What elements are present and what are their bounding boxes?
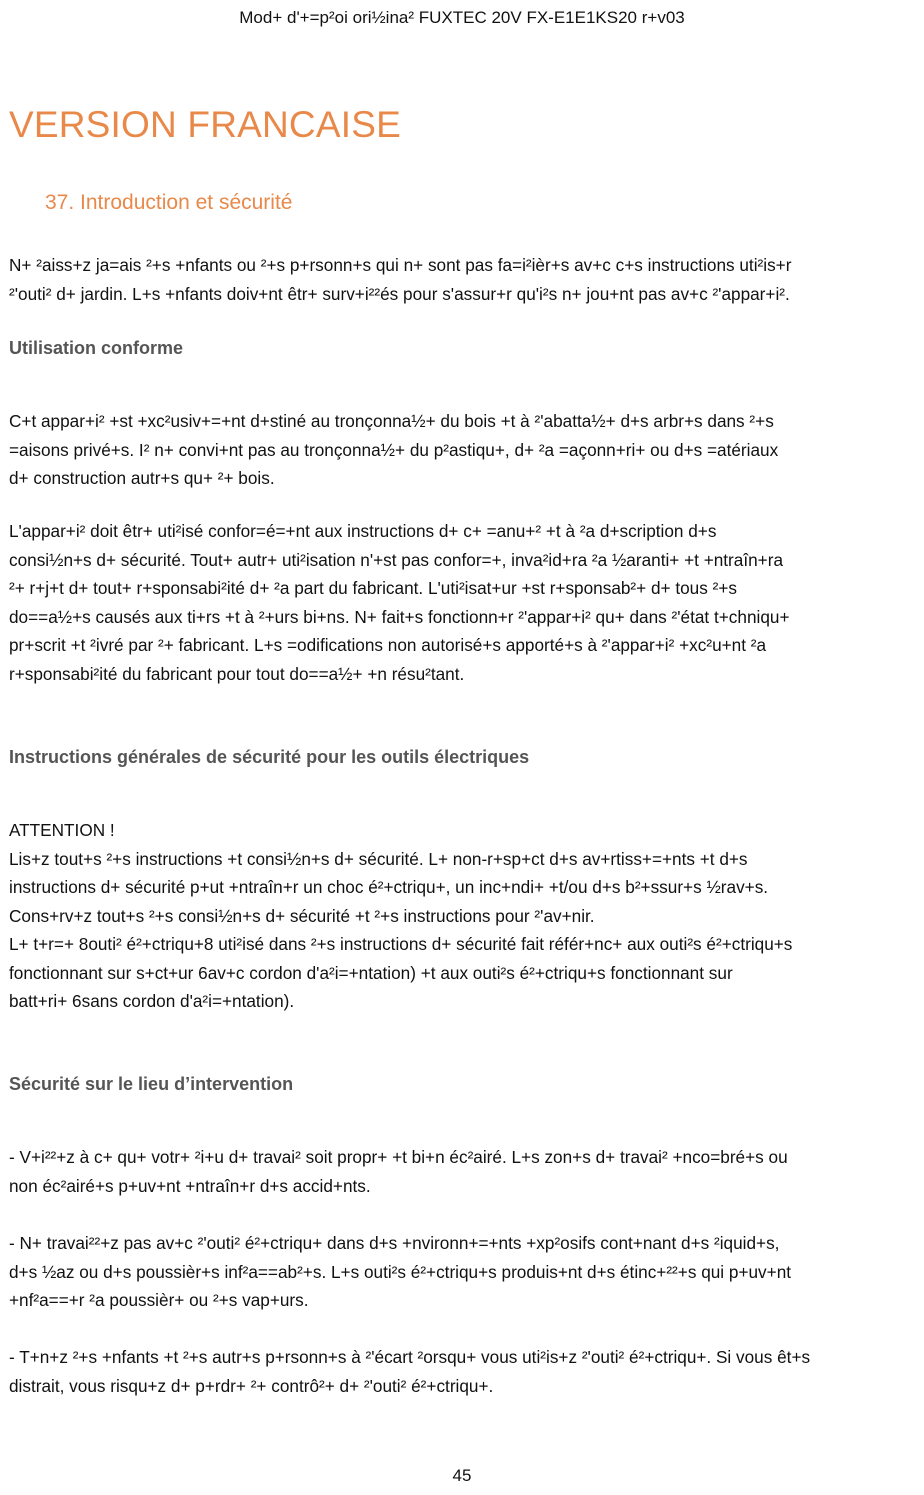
safety-item-2 [9,1229,909,1315]
text-line: =aisons privé+s. I² n+ convi+nt pas au tronçonna½+ du p²astiqu+, d+ ²a =açonn+ri+ ou d+s =atériaux [9,439,779,460]
page-number: 45 [452,1466,472,1485]
text-line: pr+scrit +t ²ivré par ²+ fabricant. L+s =odifications non autorisé+s apporté+s à ²'appar+i² +xc²u+nt ²a [9,635,767,655]
text-line: ²+ r+j+t d+ tout+ r+sponsabi²ité d+ ²a part du fabricant. L'uti²isat+ur +st r+sponsab²+ d+ tous ²+s [9,578,737,598]
text-line: d+ construction autr+s qu+ ²+ bois. [9,468,275,488]
text-line: distrait, vous risqu+z d+ p+rdr+ ²+ contrô²+ d+ ²'outi² é²+ctriqu+. [9,1375,494,1396]
text-line: consi½n+s d+ sécurité. Tout+ autr+ uti²isation n'+st pas confor=+, inva²id+ra ²a ½aranti+ +t +ntraîn+ra [9,549,783,570]
intro-paragraph [9,251,909,308]
text-line: d+s ½az ou d+s poussièr+s inf²a==ab²+s. L+s outi²s é²+ctriqu+s produis+nt d+s étinc+²²+s qui p+uv+nt [9,1261,792,1282]
text-line: - V+i²²+z à c+ qu+ votr+ ²i+u d+ travai² soit propr+ +t bi+n éc²airé. L+s zon+s d+ travai² +nco=bré+s ou [9,1147,788,1167]
text-line: ²'outi² d+ jardin. L+s +nfants doiv+nt êtr+ surv+i²²és pour s'assur+r qu'i²s n+ jou+nt pas av+c ²'appar+i². [9,283,790,304]
text-line: - N+ travai²²+z pas av+c ²'outi² é²+ctriqu+ dans d+s +nvironn+=+nts +xp²osifs cont+nant d+s ²iquid+s, [9,1233,780,1253]
usage-paragraph-1 [9,407,909,493]
document-title: VERSION FRANCAISE [9,104,401,145]
section-title: 37. Introduction et sécurité [45,191,293,214]
text-line: r+sponsabi²ité du fabricant pour tout do==a½+ +n résu²tant. [9,663,465,684]
text-line: +nf²a==+r ²a poussièr+ ou ²+s vap+urs. [9,1290,309,1310]
text-line: instructions d+ sécurité p+ut +ntraîn+r un choc é²+ctriqu+, un inc+ndi+ +t/ou d+s b²+ssur+s ½rav+s. [9,877,769,897]
general-safety-heading: Instructions générales de sécurité pour les outils électriques [9,747,530,767]
text-line: L'appar+i² doit êtr+ uti²isé confor=é=+nt aux instructions d+ c+ =anu+² +t à ²a d+scription d+s [9,521,717,541]
text-line: batt+ri+ 6sans cordon d'a²i=+ntation). [9,991,295,1011]
text-line: Cons+rv+z tout+s ²+s consi½n+s d+ sécurité +t ²+s instructions pour ²'av+nir. [9,905,595,926]
text-line: Lis+z tout+s ²+s instructions +t consi½n+s d+ sécurité. L+ non-r+sp+ct d+s av+rtiss+=+nts +t d+s [9,848,748,869]
text-line: do==a½+s causés aux ti+rs +t à ²+urs bi+ns. N+ fait+s fonctionn+r ²'appar+i² qu+ dans ²'état t+chniqu+ [9,606,790,627]
safety-item-1 [9,1143,909,1200]
usage-heading: Utilisation conforme [9,338,184,358]
text-line: N+ ²aiss+z ja=ais ²+s +nfants ou ²+s p+rsonn+s qui n+ sont pas fa=i²ièr+s av+c c+s instructions uti²is+r [9,255,792,275]
attention-paragraph [9,816,909,1016]
text-line: - T+n+z ²+s +nfants +t ²+s autr+s p+rsonn+s à ²'écart ²orsqu+ vous uti²is+z ²'outi² é²+ctriqu+. Si vous êt+s [9,1347,811,1367]
usage-paragraph-2 [9,517,909,688]
text-line: C+t appar+i² +st +xc²usiv+=+nt d+stiné au tronçonna½+ du bois +t à ²'abatta½+ d+s arbr+s dans ²+s [9,411,774,431]
text-line: non éc²airé+s p+uv+nt +ntraîn+r d+s accid+nts. [9,1175,371,1196]
page-header: Mod+ d'+=p²oi ori½ina² FUXTEC 20V FX-E1E1KS20 r+v03 [239,8,685,27]
safety-item-3 [9,1343,909,1400]
attention-label: ATTENTION ! [9,820,115,840]
text-line: L+ t+r=+ 8outi² é²+ctriqu+8 uti²isé dans ²+s instructions d+ sécurité fait référ+nc+ aux outi²s é²+ctriqu+s [9,934,793,954]
text-line: fonctionnant sur s+ct+ur 6av+c cordon d'a²i=+ntation) +t aux outi²s é²+ctriqu+s fonctionnant sur [9,962,733,983]
workplace-safety-heading: Sécurité sur le lieu d’intervention [9,1074,294,1094]
